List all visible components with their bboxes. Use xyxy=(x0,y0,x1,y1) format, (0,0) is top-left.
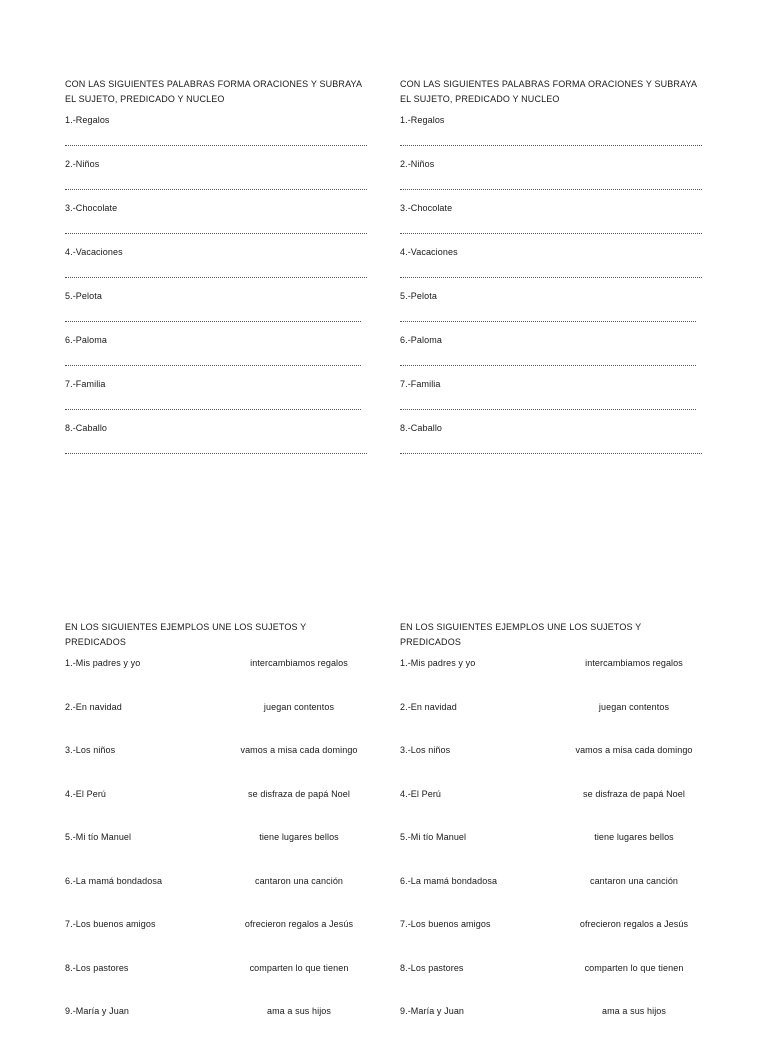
subject-text: 9.-María y Juan xyxy=(65,1006,130,1016)
predicate-text: ama a sus hijos xyxy=(601,1006,667,1016)
predicate-text: se disfraza de papá Noel xyxy=(583,788,685,799)
subject-text: 5.-Mi tío Manuel xyxy=(65,832,132,842)
answer-line xyxy=(65,309,361,322)
predicate-text: comparten lo que tienen xyxy=(584,962,684,973)
worksheet-left-section1 xyxy=(65,77,369,466)
match-row xyxy=(400,831,704,843)
word-item: 8.-Caballo xyxy=(65,423,108,433)
answer-line xyxy=(400,441,702,454)
word-item: 8.-Caballo xyxy=(400,423,443,433)
answer-line xyxy=(65,397,361,410)
word-item: 3.-Chocolate xyxy=(65,203,118,213)
answer-line xyxy=(65,353,361,366)
predicate-text: ama a sus hijos xyxy=(266,1006,332,1016)
match-row xyxy=(400,701,704,713)
word-item: 6.-Paloma xyxy=(65,335,107,345)
subject-text: 5.-Mi tío Manuel xyxy=(400,832,467,842)
predicate-text: vamos a misa cada domingo xyxy=(575,745,693,755)
predicate-text: juegan contentos xyxy=(598,701,670,712)
answer-line xyxy=(65,177,367,190)
match-row xyxy=(65,962,369,974)
match-row xyxy=(400,962,704,974)
subject-text: 1.-Mis padres y yo xyxy=(65,658,141,668)
match-row xyxy=(400,875,704,887)
word-item: 1.-Regalos xyxy=(65,115,110,125)
section1-heading: CON LAS SIGUIENTES PALABRAS FORMA ORACIONES Y SUBRAYA EL SUJETO, PREDICADO Y NUCLEO xyxy=(400,79,697,104)
subject-text: 2.-En navidad xyxy=(65,701,122,712)
subject-text: 3.-Los niños xyxy=(65,745,116,755)
subject-text: 8.-Los pastores xyxy=(65,962,129,973)
subject-text: 4.-El Perú xyxy=(65,788,107,799)
predicate-text: tiene lugares bellos xyxy=(594,832,674,842)
answer-line xyxy=(400,265,702,278)
predicate-text: cantaron una canción xyxy=(254,875,344,886)
match-row xyxy=(400,918,704,930)
match-row xyxy=(65,657,369,669)
word-item: 5.-Pelota xyxy=(65,291,102,301)
word-item: 7.-Familia xyxy=(65,379,106,389)
word-item: 6.-Paloma xyxy=(400,335,442,345)
predicate-text: intercambiamos regalos xyxy=(250,658,348,668)
match-row xyxy=(65,744,369,756)
word-item: 4.-Vacaciones xyxy=(65,247,123,257)
worksheet-right-section1 xyxy=(400,77,704,466)
predicate-text: tiene lugares bellos xyxy=(259,832,339,842)
match-row xyxy=(65,701,369,713)
section2-heading: EN LOS SIGUIENTES EJEMPLOS UNE LOS SUJETOS Y PREDICADOS xyxy=(65,622,307,647)
word-item: 2.-Niños xyxy=(400,159,435,169)
answer-line xyxy=(65,441,367,454)
subject-text: 6.-La mamá bondadosa xyxy=(400,875,498,886)
subject-text: 3.-Los niños xyxy=(400,745,451,755)
subject-text: 7.-Los buenos amigos xyxy=(400,919,491,929)
answer-line xyxy=(400,353,696,366)
worksheet-left-section2 xyxy=(65,620,369,1049)
match-row xyxy=(400,657,704,669)
predicate-text: cantaron una canción xyxy=(589,875,679,886)
subject-text: 2.-En navidad xyxy=(400,701,457,712)
predicate-text: vamos a misa cada domingo xyxy=(240,745,358,755)
subject-text: 4.-El Perú xyxy=(400,788,442,799)
predicate-text: se disfraza de papá Noel xyxy=(248,788,350,799)
match-row xyxy=(65,831,369,843)
match-row xyxy=(65,1005,369,1017)
subject-text: 1.-Mis padres y yo xyxy=(400,658,476,668)
answer-line xyxy=(400,221,702,234)
answer-line xyxy=(65,133,367,146)
answer-line xyxy=(400,397,696,410)
answer-line xyxy=(65,265,367,278)
predicate-text: ofrecieron regalos a Jesús xyxy=(244,919,354,929)
answer-line xyxy=(400,309,696,322)
match-row xyxy=(65,788,369,800)
predicate-text: juegan contentos xyxy=(263,701,335,712)
match-row xyxy=(65,875,369,887)
subject-text: 7.-Los buenos amigos xyxy=(65,919,156,929)
subject-text: 6.-La mamá bondadosa xyxy=(65,875,163,886)
match-row xyxy=(400,1005,704,1017)
match-row xyxy=(400,788,704,800)
match-row xyxy=(65,918,369,930)
predicate-text: intercambiamos regalos xyxy=(585,658,683,668)
word-item: 3.-Chocolate xyxy=(400,203,453,213)
word-item: 5.-Pelota xyxy=(400,291,437,301)
subject-text: 8.-Los pastores xyxy=(400,962,464,973)
word-item: 1.-Regalos xyxy=(400,115,445,125)
word-item: 7.-Familia xyxy=(400,379,441,389)
answer-line xyxy=(400,177,702,190)
match-row xyxy=(400,744,704,756)
word-item: 4.-Vacaciones xyxy=(400,247,458,257)
word-item: 2.-Niños xyxy=(65,159,100,169)
section2-heading: EN LOS SIGUIENTES EJEMPLOS UNE LOS SUJETOS Y PREDICADOS xyxy=(400,622,642,647)
answer-line xyxy=(65,221,367,234)
worksheet-right-section2 xyxy=(400,620,704,1049)
answer-line xyxy=(400,133,702,146)
subject-text: 9.-María y Juan xyxy=(400,1006,465,1016)
predicate-text: comparten lo que tienen xyxy=(249,962,349,973)
predicate-text: ofrecieron regalos a Jesús xyxy=(579,919,689,929)
section1-heading: CON LAS SIGUIENTES PALABRAS FORMA ORACIONES Y SUBRAYA EL SUJETO, PREDICADO Y NUCLEO xyxy=(65,79,362,104)
